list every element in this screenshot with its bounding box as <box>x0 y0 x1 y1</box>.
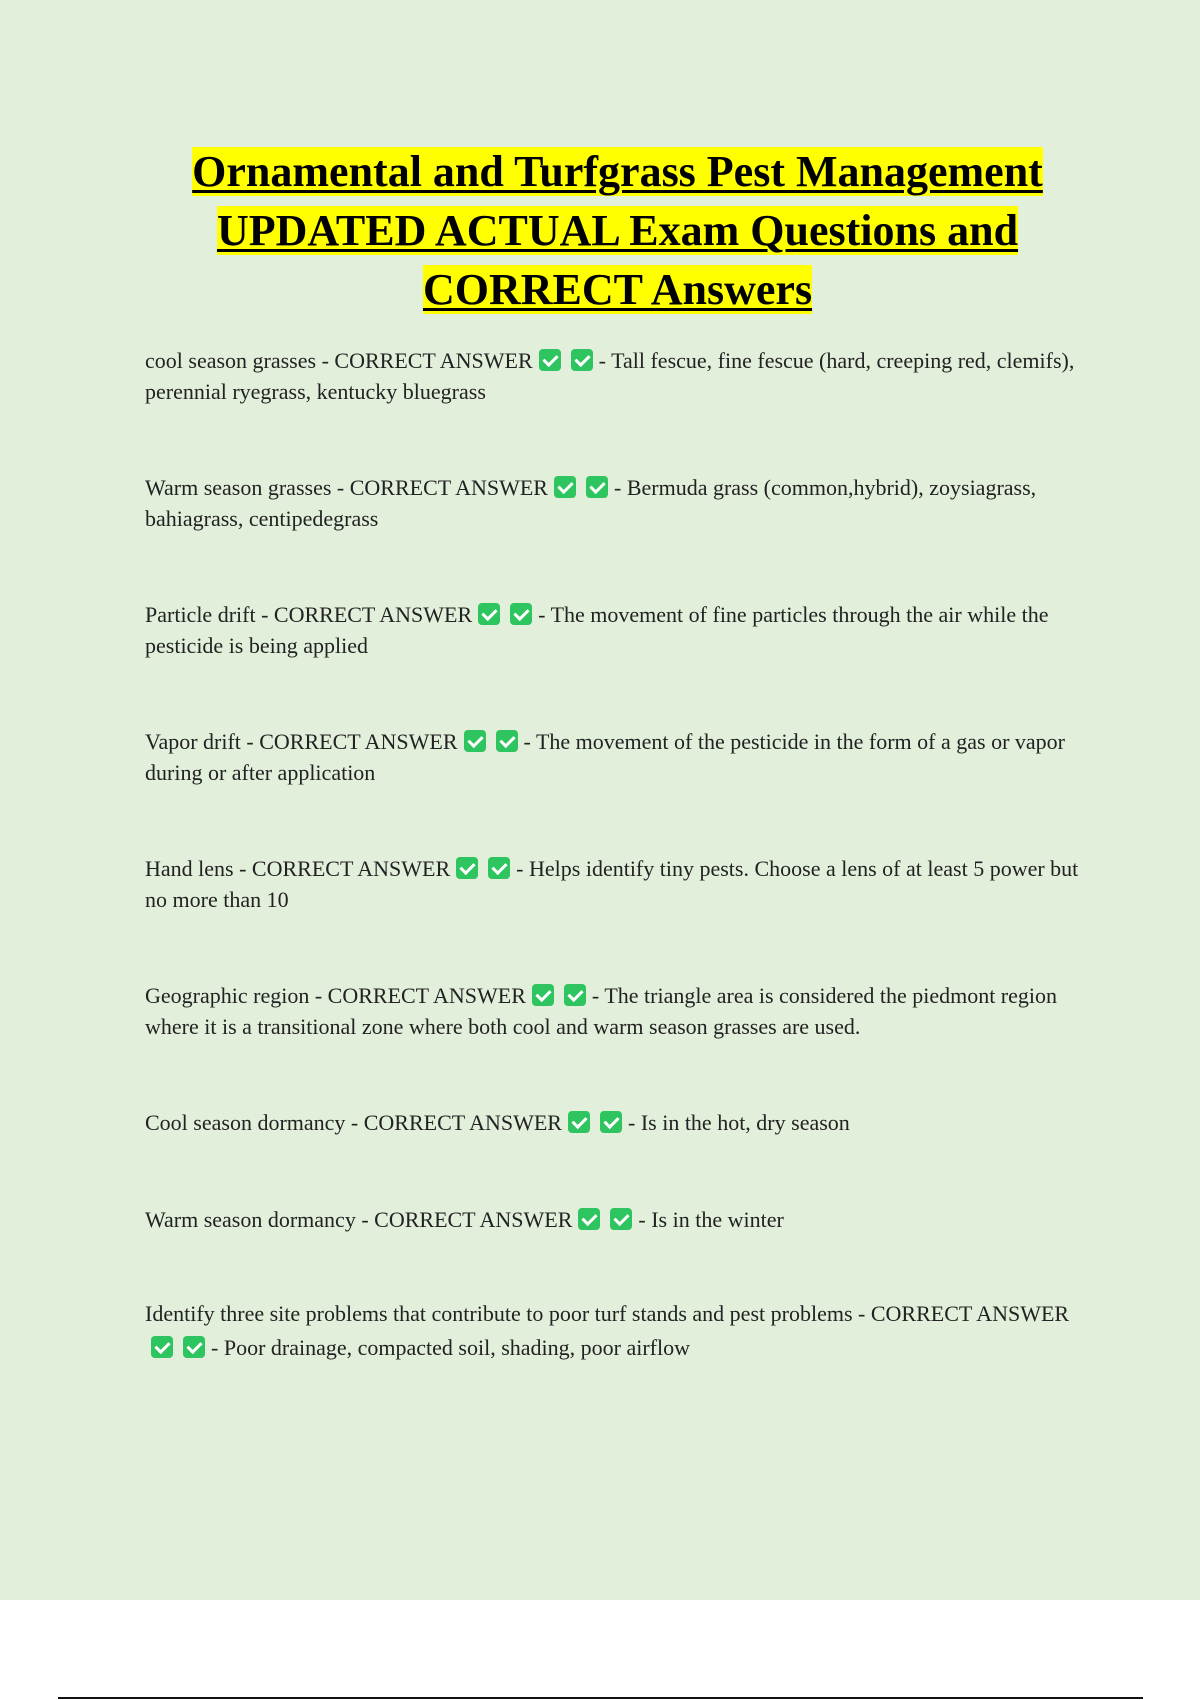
title-line-3: CORRECT Answers <box>422 265 813 314</box>
qa-item: Identify three site problems that contribute to poor turf stands and pest problems - CORRECT ANSWER- Poor drainage, compacted soil, shading, poor airflow <box>145 1301 1070 1360</box>
correct-answer-label: CORRECT ANSWER <box>374 1207 573 1232</box>
qa-item: cool season grasses - CORRECT ANSWER - Tall fescue, fine fescue (hard, creeping red, clemifs), perennial ryegrass, kentucky bluegrass <box>145 348 1075 404</box>
question-term: Geographic region <box>145 983 310 1008</box>
document-title <box>120 142 1115 319</box>
question-term: Particle drift <box>145 602 256 627</box>
checkmark-icon <box>539 349 561 371</box>
checkmark-icon <box>564 984 586 1006</box>
answer-text: Helps identify tiny pests. Choose a lens of at least 5 power but no more than 10 <box>145 856 1079 912</box>
correct-answer-label: CORRECT ANSWER <box>251 856 451 881</box>
correct-answer-label: CORRECT ANSWER <box>259 729 458 754</box>
correct-answer-label: CORRECT ANSWER <box>334 348 533 373</box>
title-line-1: Ornamental and Turfgrass Pest Management <box>192 147 1043 196</box>
question-term: Hand lens <box>145 856 234 881</box>
answer-text: Tall fescue, fine fescue (hard, creeping red, clemifs), perennial ryegrass, kentucky bluegrass <box>145 348 1075 404</box>
question-term: Vapor drift <box>145 729 241 754</box>
answer-text: Bermuda grass (common,hybrid), zoysiagrass, bahiagrass, centipedegrass <box>145 475 1037 531</box>
checkmark-icon <box>464 730 486 752</box>
qa-item: Hand lens - CORRECT ANSWER - Helps identify tiny pests. Choose a lens of at least 5 power but no more than 10 <box>145 856 1079 912</box>
qa-item: Particle drift - CORRECT ANSWER - The movement of fine particles through the air while the pesticide is being applied <box>145 602 1049 658</box>
checkmark-icon <box>578 1208 600 1230</box>
qa-item: Geographic region - CORRECT ANSWER - The triangle area is considered the piedmont region where it is a transitional zone where both cool and warm season grasses are used. <box>145 983 1058 1039</box>
checkmark-icon <box>568 1111 590 1133</box>
checkmark-icon <box>571 349 593 371</box>
answer-text: The movement of fine particles through the air while the pesticide is being applied <box>145 602 1049 658</box>
checkmark-icon <box>151 1336 173 1358</box>
checkmark-icon <box>478 603 500 625</box>
correct-answer-label: CORRECT ANSWER <box>349 475 548 500</box>
qa-item: Vapor drift - CORRECT ANSWER - The movement of the pesticide in the form of a gas or vapor during or after application <box>145 729 1065 785</box>
correct-answer-label: CORRECT ANSWER <box>363 1110 562 1135</box>
qa-item: Warm season dormancy - CORRECT ANSWER - Is in the winter <box>145 1207 784 1232</box>
checkmark-icon <box>600 1111 622 1133</box>
question-term: Warm season grasses <box>145 475 332 500</box>
checkmark-icon <box>586 476 608 498</box>
question-term: Warm season dormancy <box>145 1207 356 1232</box>
correct-answer-label: CORRECT ANSWER <box>327 983 526 1008</box>
question-term: cool season grasses <box>145 348 317 373</box>
qa-item: Warm season grasses - CORRECT ANSWER - Bermuda grass (common,hybrid), zoysiagrass, bahiagrass, centipedegrass <box>145 475 1037 531</box>
title-line-2: UPDATED ACTUAL Exam Questions and <box>216 206 1019 255</box>
checkmark-icon <box>610 1208 632 1230</box>
answer-text: Is in the winter <box>651 1207 784 1232</box>
correct-answer-label: CORRECT ANSWER <box>273 602 473 627</box>
checkmark-icon <box>554 476 576 498</box>
answer-text: Is in the hot, dry season <box>640 1110 850 1135</box>
checkmark-icon <box>510 603 532 625</box>
correct-answer-label: CORRECT ANSWER <box>870 1301 1070 1326</box>
answer-text: The triangle area is considered the piedmont region where it is a transitional zone where both cool and warm season grasses are used. <box>145 983 1058 1039</box>
checkmark-icon <box>183 1336 205 1358</box>
checkmark-icon <box>496 730 518 752</box>
footer-divider <box>58 1697 1143 1699</box>
qa-item: Cool season dormancy - CORRECT ANSWER - Is in the hot, dry season <box>145 1110 850 1135</box>
answer-text: Poor drainage, compacted soil, shading, poor airflow <box>223 1335 690 1360</box>
checkmark-icon <box>532 984 554 1006</box>
checkmark-icon <box>456 857 478 879</box>
checkmark-icon <box>488 857 510 879</box>
answer-text: The movement of the pesticide in the form of a gas or vapor during or after application <box>145 729 1065 785</box>
question-term: Cool season dormancy <box>145 1110 346 1135</box>
question-term: Identify three site problems that contribute to poor turf stands and pest problems <box>145 1301 853 1326</box>
